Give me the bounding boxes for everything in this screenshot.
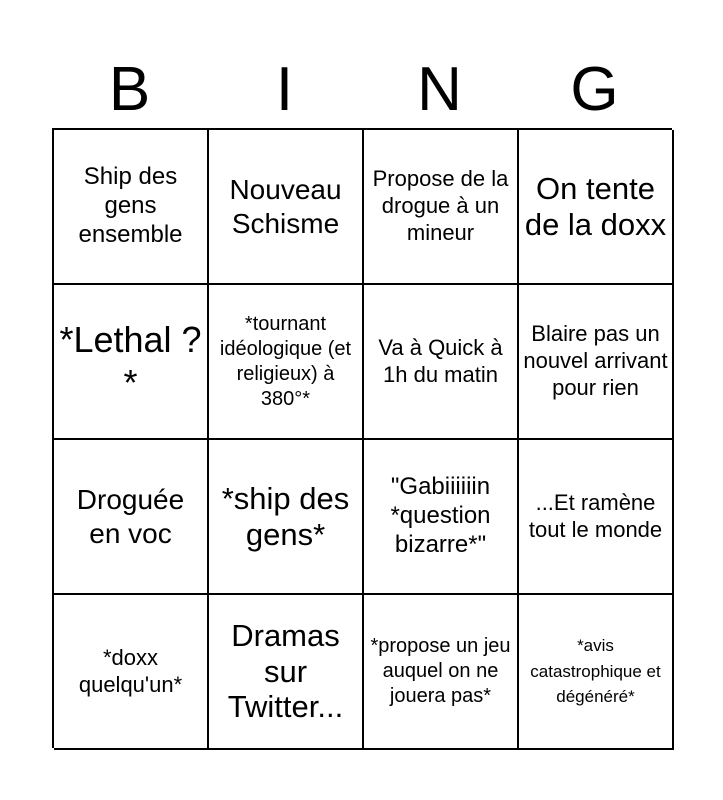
header-letter-b: B bbox=[108, 55, 151, 124]
bingo-cell[interactable] bbox=[209, 285, 364, 440]
cell-text: *avis catastrophique et dégénéré* bbox=[530, 636, 661, 707]
bingo-header bbox=[52, 52, 672, 128]
bingo-cell[interactable] bbox=[54, 285, 209, 440]
header-letter-n: N bbox=[417, 55, 462, 124]
cell-text: Propose de la drogue à un mineur bbox=[372, 166, 509, 245]
cell-text: *ship des gens* bbox=[221, 480, 350, 552]
cell-text: "Gabiiiiiin *question bizarre*" bbox=[390, 473, 491, 558]
cell-text: Dramas sur Twitter... bbox=[227, 618, 344, 725]
header-letter-g: G bbox=[570, 55, 619, 124]
cell-text: Ship des gens ensemble bbox=[78, 163, 183, 248]
bingo-cell[interactable] bbox=[209, 440, 364, 595]
cell-text: Blaire pas un nouvel arrivant pour rien bbox=[523, 321, 668, 400]
bingo-cell[interactable] bbox=[519, 285, 674, 440]
bingo-cell[interactable] bbox=[364, 285, 519, 440]
bingo-cell[interactable] bbox=[519, 440, 674, 595]
bingo-cell[interactable] bbox=[364, 130, 519, 285]
bingo-cell[interactable] bbox=[54, 595, 209, 750]
cell-text: *propose un jeu auquel on ne jouera pas* bbox=[370, 635, 511, 707]
cell-text: *tournant idéologique (et religieux) à 380°* bbox=[219, 312, 352, 410]
cell-text: *Lethal ?* bbox=[59, 319, 202, 403]
cell-text: Va à Quick à 1h du matin bbox=[378, 334, 503, 387]
bingo-cell[interactable] bbox=[519, 130, 674, 285]
bingo-grid bbox=[52, 128, 672, 748]
bingo-cell[interactable] bbox=[54, 130, 209, 285]
header-letter-i: I bbox=[275, 55, 294, 124]
bingo-cell[interactable] bbox=[519, 595, 674, 750]
bingo-cell[interactable] bbox=[209, 595, 364, 750]
bingo-cell[interactable] bbox=[54, 440, 209, 595]
cell-text: ...Et ramène tout le monde bbox=[528, 489, 663, 542]
cell-text: Droguée en voc bbox=[76, 483, 185, 549]
cell-text: On tente de la doxx bbox=[524, 170, 667, 242]
bingo-cell[interactable] bbox=[364, 440, 519, 595]
cell-text: Nouveau Schisme bbox=[229, 173, 342, 239]
bingo-cell[interactable] bbox=[209, 130, 364, 285]
cell-text: *doxx quelqu'un* bbox=[78, 644, 183, 697]
bingo-cell[interactable] bbox=[364, 595, 519, 750]
